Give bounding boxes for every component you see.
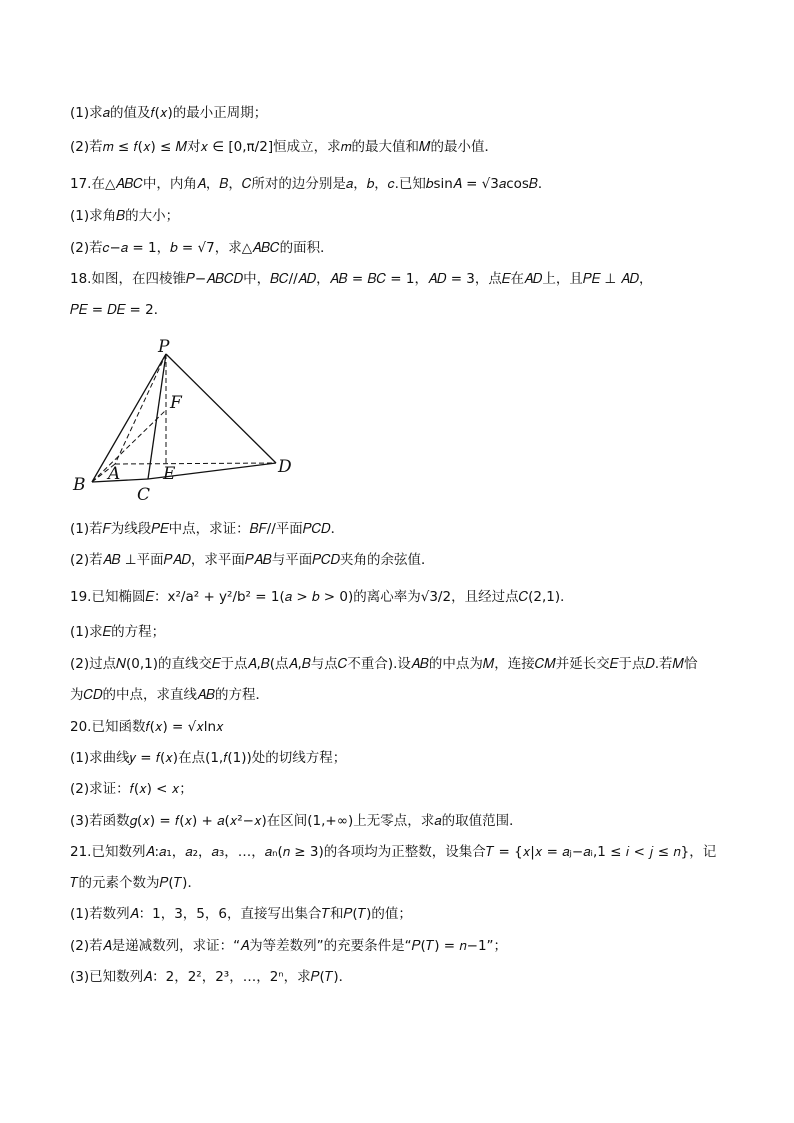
problem-19-part2: (2)过点𝑁(0,1)的直线交𝐸于点𝐴,𝐵(点𝐴,𝐵与点𝐶不重合).设𝐴𝐵的中点为𝑀，连接𝐶𝑀并延长交𝐸于点𝐷.若𝑀恰 [70,656,698,672]
edge-PB [92,354,166,482]
problem-20-part3: (3)若函数𝑔(𝑥) = 𝑓(𝑥) + 𝑎(𝑥²−𝑥)在区间(1,+∞)上无零点，求𝑎的取值范围． [70,813,523,829]
edge-BF [92,410,166,482]
problem-19-part2-cont: 为𝐶𝐷的中点，求直线𝐴𝐵的方程． [70,687,269,703]
pyramid-diagram [70,338,310,508]
problem-17-part1: (1)求角𝐵的大小； [70,208,180,224]
edge-AD [115,463,276,464]
problem-20-part1: (1)求曲线𝑦 = 𝑓(𝑥)在点(1,𝑓(1))处的切线方程； [70,750,347,766]
label-P: P [158,338,170,357]
problem-17-statement: 17.在△𝐴𝐵𝐶中，内角𝐴，𝐵，𝐶所对的边分别是𝑎，𝑏，𝑐.已知𝑏sin𝐴 = √3𝑎cos𝐵． [70,176,552,192]
problem-21-part1: (1)若数列𝐴：1，3，5，6，直接写出集合𝑇和𝑃(𝑇)的值； [70,906,412,922]
label-E: E [163,464,176,484]
problem-18-part1: (1)若𝐹为线段𝑃𝐸中点，求证：𝐵𝐹//平面𝑃𝐶𝐷． [70,521,345,537]
problem-18-statement-cont: 𝑃𝐸 = 𝐷𝐸 = 2． [70,302,168,318]
line-16-part1: (1)求𝑎的值及𝑓(𝑥)的最小正周期； [70,105,268,121]
problem-19-statement: 19.已知椭圆𝐸：x²/a² + y²/b² = 1(𝑎 > 𝑏 > 0)的离心率为√3/2，且经过点𝐶(2,1)． [70,589,574,605]
label-F: F [170,393,182,413]
label-B: B [73,475,86,495]
problem-21-part2: (2)若𝐴是递减数列，求证：“𝐴为等差数列”的充要条件是“𝑃(𝑇) = 𝑛−1”； [70,938,508,954]
problem-18-part2: (2)若𝐴𝐵 ⊥平面𝑃𝐴𝐷，求平面𝑃𝐴𝐵与平面𝑃𝐶𝐷夹角的余弦值． [70,552,435,568]
edge-PD [166,354,276,463]
problem-20-statement: 20.已知函数𝑓(𝑥) = √𝑥ln𝑥 [70,719,224,735]
problem-20-part2: (2)求证：𝑓(𝑥) < 𝑥； [70,781,193,797]
problem-21-statement: 21.已知数列𝐴:𝑎₁，𝑎₂，𝑎₃，…，𝑎ₙ(𝑛 ≥ 3)的各项均为正整数，设集合𝑇 = {𝑥|𝑥 = 𝑎ⱼ−𝑎ᵢ,1 ≤ 𝑖 < 𝑗 ≤ 𝑛}，记 [70,844,717,860]
problem-18-statement: 18.如图，在四棱锥𝑃−𝐴𝐵𝐶𝐷中，𝐵𝐶//𝐴𝐷，𝐴𝐵 = 𝐵𝐶 = 1，𝐴𝐷 = 3，点𝐸在𝐴𝐷上，且𝑃𝐸 ⊥ 𝐴𝐷， [70,271,653,287]
problem-21-statement-cont: 𝑇的元素个数为𝑃(𝑇)． [70,875,201,891]
line-16-part2: (2)若𝑚 ≤ 𝑓(𝑥) ≤ 𝑀对𝑥 ∈ [0,π/2]恒成立，求𝑚的最大值和𝑀的最小值． [70,139,498,155]
label-C: C [137,485,151,505]
problem-21-part3: (3)已知数列𝐴：2，2²，2³，…，2ⁿ，求𝑃(𝑇)． [70,969,353,985]
problem-17-part2: (2)若𝑐−𝑎 = 1，𝑏 = √7，求△𝐴𝐵𝐶的面积． [70,240,334,256]
label-D: D [278,457,292,477]
problem-19-part1: (1)求𝐸的方程； [70,624,166,640]
label-A: A [108,464,121,484]
pyramid-figure [70,338,310,508]
